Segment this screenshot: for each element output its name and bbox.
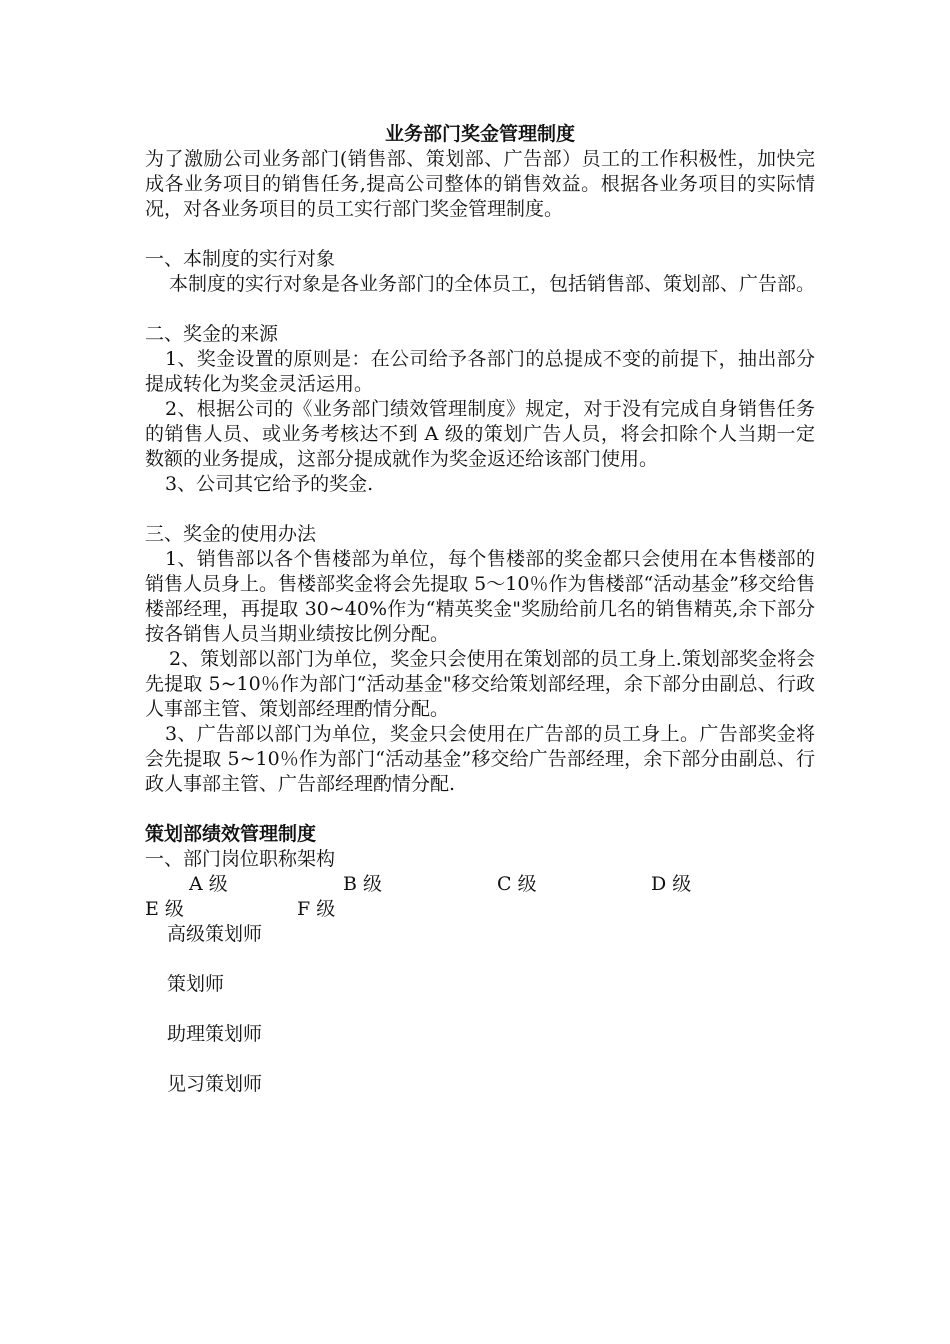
part-2-title: 策划部绩效管理制度 bbox=[145, 823, 317, 845]
section-2-paragraph-3: 3、公司其它给予的奖金. bbox=[165, 473, 374, 495]
document-title: 业务部门奖金管理制度 bbox=[384, 123, 575, 145]
section-2-heading: 二、奖金的来源 bbox=[145, 323, 279, 345]
role-trainee-planner: 见习策划师 bbox=[167, 1073, 263, 1095]
section-2-paragraph-1: 1、奖金设置的原则是：在公司给予各部门的总提成不变的前提下，抽出部分提成转化为奖金灵活运用。 bbox=[145, 348, 815, 395]
section-3-paragraph-3: 3、广告部以部门为单位，奖金只会使用在广告部的员工身上。广告部奖金将会先提取 5~10％作为部门“活动基金”移交给广告部经理，余下部分由副总、行政人事部主管、广告部经理酌情分配. bbox=[145, 723, 815, 795]
role-assistant-planner: 助理策划师 bbox=[167, 1023, 263, 1045]
intro-paragraph: 为了激励公司业务部门(销售部、策划部、广告部）员工的工作积极性，加快完成各业务项目的销售任务,提高公司整体的销售效益。根据各业务项目的实际情况，对各业务项目的员工实行部门奖金管理制度。 bbox=[145, 148, 815, 220]
section-3-heading: 三、奖金的使用办法 bbox=[145, 523, 317, 545]
section-2-paragraph-2: 2、根据公司的《业务部门绩效管理制度》规定，对于没有完成自身销售任务的销售人员、或业务考核达不到 A 级的策划广告人员，将会扣除个人当期一定数额的业务提成，这部分提成就作为奖金返还给该部门使用。 bbox=[145, 398, 815, 470]
section-1-heading: 一、本制度的实行对象 bbox=[145, 248, 336, 270]
role-planner: 策划师 bbox=[167, 973, 225, 995]
level-c: C 级 bbox=[497, 873, 537, 895]
level-b: B 级 bbox=[343, 873, 383, 895]
level-f: F 级 bbox=[297, 898, 336, 920]
section-1-body: 本制度的实行对象是各业务部门的全体员工，包括销售部、策划部、广告部。 bbox=[169, 273, 816, 295]
document-page bbox=[145, 122, 815, 1097]
level-row bbox=[145, 872, 815, 922]
level-e: E 级 bbox=[145, 898, 184, 920]
level-d: D 级 bbox=[651, 873, 692, 895]
section-3-paragraph-1: 1、销售部以各个售楼部为单位，每个售楼部的奖金都只会使用在本售楼部的销售人员身上。售楼部奖金将会先提取 5～10％作为售楼部“活动基金”移交给售楼部经理，再提取 30~40%作为“精英奖金"奖励给前几名的销售精英,余下部分按各销售人员当期业绩按比例分配。 bbox=[145, 548, 815, 645]
part-2-heading: 一、部门岗位职称架构 bbox=[145, 848, 336, 870]
section-3-paragraph-2: 2、策划部以部门为单位，奖金只会使用在策划部的员工身上.策划部奖金将会先提取 5~10％作为部门“活动基金"移交给策划部经理，余下部分由副总、行政人事部主管、策划部经理酌情分配。 bbox=[145, 648, 815, 720]
level-a: A 级 bbox=[189, 873, 228, 895]
role-senior-planner: 高级策划师 bbox=[167, 923, 263, 945]
